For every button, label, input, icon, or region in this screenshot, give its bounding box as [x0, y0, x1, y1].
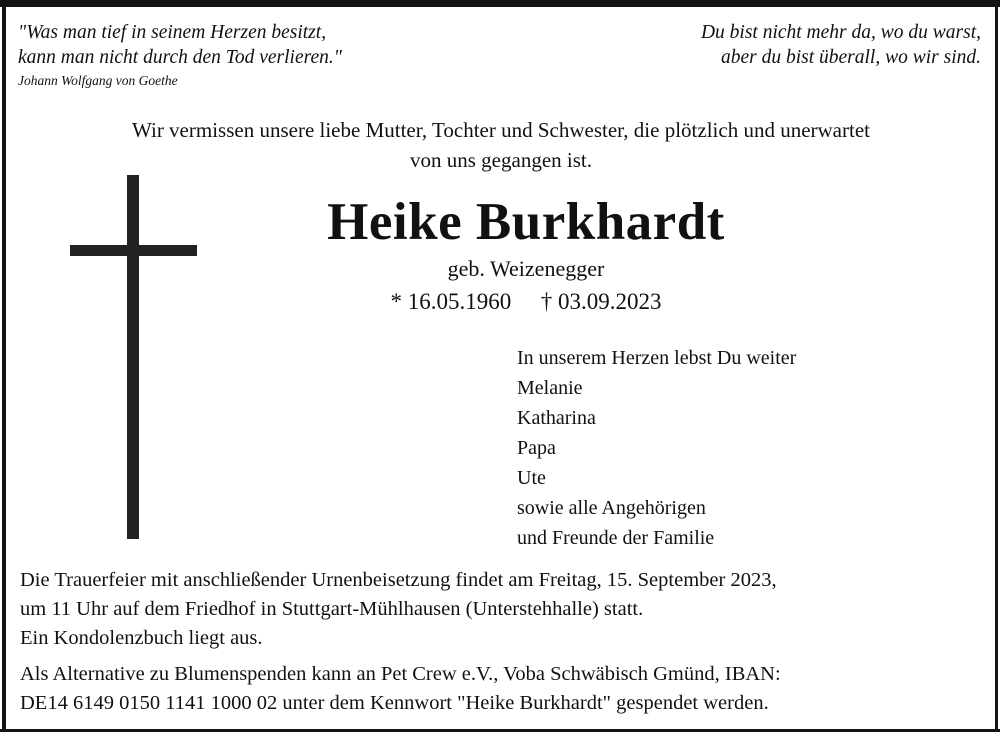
intro-line1: Wir vermissen unsere liebe Mutter, Tochter und Schwester, die plötzlich und unerwartet: [132, 118, 870, 142]
death-date: 03.09.2023: [558, 289, 662, 314]
maiden-name: geb. Weizenegger: [447, 256, 605, 281]
survivors-list: [517, 343, 937, 553]
border-right: [995, 0, 998, 732]
survivor-name: Ute: [517, 467, 546, 489]
deceased-name: Heike Burkhardt: [327, 193, 725, 251]
quote-attribution: Johann Wolfgang von Goethe: [18, 73, 178, 88]
service-line3: Ein Kondolenzbuch liegt aus.: [20, 627, 263, 649]
service-line2: um 11 Uhr auf dem Friedhof in Stuttgart-Mühlhausen (Unterstehhalle) statt.: [20, 598, 644, 620]
deceased-identity: [196, 192, 856, 318]
donation-line2: DE14 6149 0150 1141 1000 02 unter dem Kennwort "Heike Burkhardt" gespendet werden.: [20, 692, 769, 714]
intro-line2: von uns gegangen ist.: [410, 148, 592, 172]
quote-right-line1: Du bist nicht mehr da, wo du warst,: [700, 22, 981, 43]
service-details: [20, 566, 988, 653]
quote-left-line1: "Was man tief in seinem Herzen besitzt,: [18, 22, 327, 43]
quote-left-line2: kann man nicht durch den Tod verlieren.": [18, 47, 342, 68]
life-dates: [196, 286, 856, 318]
cross-horizontal-bar: [70, 245, 197, 256]
survivor-name: Melanie: [517, 377, 583, 399]
death-symbol: †: [540, 289, 553, 314]
cross-vertical-bar: [127, 175, 139, 539]
notice-content: [6, 7, 995, 729]
donation-details: [20, 660, 988, 718]
birth-symbol: *: [390, 289, 402, 314]
survivor-name: Katharina: [517, 407, 596, 429]
birth-date: 16.05.1960: [407, 289, 512, 314]
survivor-name: und Freunde der Familie: [517, 527, 715, 549]
service-line1: Die Trauerfeier mit anschließender Urnenbeisetzung findet am Freitag, 15. September 2023,: [20, 569, 777, 591]
survivors-heading: In unserem Herzen lebst Du weiter: [517, 347, 797, 369]
quote-right-line2: aber du bist überall, wo wir sind.: [720, 47, 981, 68]
border-top: [0, 0, 1000, 7]
survivor-name: Papa: [517, 437, 556, 459]
survivor-name: sowie alle Angehörigen: [517, 497, 706, 519]
donation-line1: Als Alternative zu Blumenspenden kann an Pet Crew e.V., Voba Schwäbisch Gmünd, IBAN:: [20, 663, 781, 685]
quote-right: [701, 20, 981, 70]
